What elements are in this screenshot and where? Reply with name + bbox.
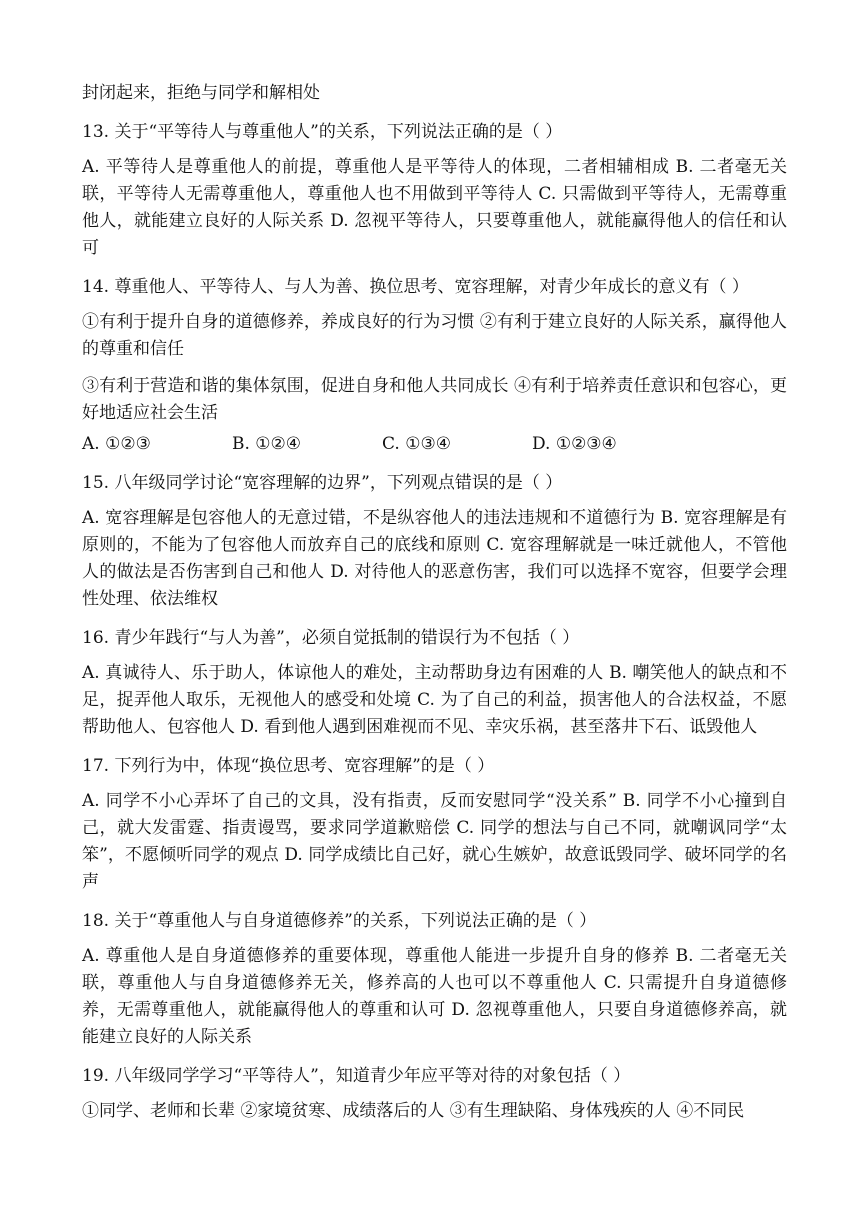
question-17-options: A. 同学不小心弄坏了自己的文具，没有指责，反而安慰同学“没关系” B. 同学不小心撞到自己，就大发雷霆、指责谩骂，要求同学道歉赔偿 C. 同学的想法与自己不同，就嘲讽同学“太笨”，不愿倾听同学的观点 D. 同学成绩比自己好，就心生嫉妒，故意诋毁同学、破坏同学的名声	[82, 791, 787, 892]
document-page	[82, 80, 787, 1125]
question-14: 14. 尊重他人、平等待人、与人为善、换位思考、宽容理解，对青少年成长的意义有（ ）	[82, 277, 749, 297]
intro-tail-text: 封闭起来，拒绝与同学和解相处	[82, 83, 320, 103]
question-14-options	[82, 431, 787, 458]
question-17: 17. 下列行为中，体现“换位思考、宽容理解”的是（ ）	[82, 756, 495, 776]
question-19-statements: ①同学、老师和长辈 ②家境贫寒、成绩落后的人 ③有生理缺陷、身体残疾的人 ④不同民	[82, 1101, 745, 1121]
question-13: 13. 关于“平等待人与尊重他人”的关系，下列说法正确的是（ ）	[82, 122, 563, 142]
question-15-options: A. 宽容理解是包容他人的无意过错，不是纵容他人的违法违规和不道德行为 B. 宽容理解是有原则的，不能为了包容他人而放弃自己的底线和原则 C. 宽容理解就是一味迁就他人，不管他人的做法是否伤害到自己和他人 D. 对待他人的恶意伤害，我们可以选择不宽容，但要学会理性处理、依法维权	[82, 508, 787, 609]
option-b: B. ①②④	[232, 434, 302, 454]
option-d: D. ①②③④	[532, 434, 617, 454]
question-18-options: A. 尊重他人是自身道德修养的重要体现，尊重他人能进一步提升自身的修养 B. 二者毫无关联，尊重他人与自身道德修养无关，修养高的人也可以不尊重他人 C. 只需提升自身道德修养，无需尊重他人，就能赢得他人的尊重和认可 D. 忽视尊重他人，只要自身道德修养高，就能建立良好的人际关系	[82, 946, 787, 1047]
question-15: 15. 八年级同学讨论“宽容理解的边界”，下列观点错误的是（ ）	[82, 473, 563, 493]
option-c: C. ①③④	[382, 434, 451, 454]
question-19: 19. 八年级同学学习“平等待人”，知道青少年应平等对待的对象包括（ ）	[82, 1066, 631, 1086]
question-16: 16. 青少年践行“与人为善”，必须自觉抵制的错误行为不包括（ ）	[82, 628, 580, 648]
question-16-options: A. 真诚待人、乐于助人，体谅他人的难处，主动帮助身边有困难的人 B. 嘲笑他人的缺点和不足，捉弄他人取乐，无视他人的感受和处境 C. 为了自己的利益，损害他人的合法权益，不愿帮助他人、包容他人 D. 看到他人遇到困难视而不见、幸灾乐祸，甚至落井下石、诋毁他人	[82, 663, 787, 737]
option-a: A. ①②③	[82, 434, 151, 454]
question-14-statement-1-2: ①有利于提升自身的道德修养，养成良好的行为习惯 ②有利于建立良好的人际关系，赢得他人的尊重和信任	[82, 312, 787, 359]
question-13-options: A. 平等待人是尊重他人的前提，尊重他人是平等待人的体现，二者相辅相成 B. 二者毫无关联，平等待人无需尊重他人，尊重他人也不用做到平等待人 C. 只需做到平等待人，无需尊重他人，就能建立良好的人际关系 D. 忽视平等待人，只要尊重他人，就能赢得他人的信任和认可	[82, 157, 787, 258]
question-14-statement-3-4: ③有利于营造和谐的集体氛围，促进自身和他人共同成长 ④有利于培养责任意识和包容心，更好地适应社会生活	[82, 376, 787, 423]
question-18: 18. 关于“尊重他人与自身道德修养”的关系，下列说法正确的是（ ）	[82, 911, 597, 931]
